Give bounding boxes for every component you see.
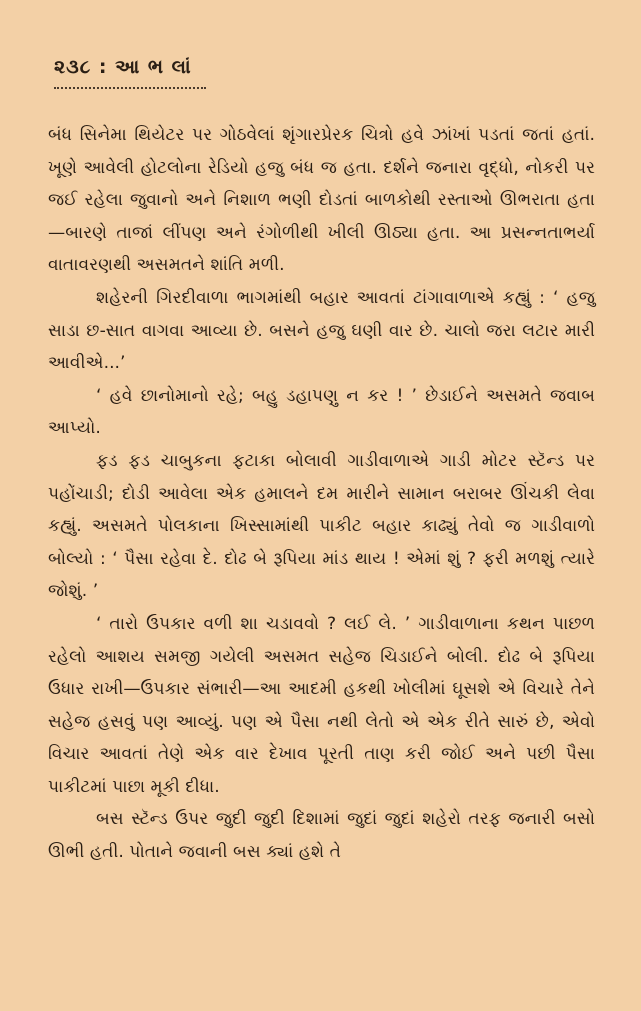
running-head-underline xyxy=(54,81,206,89)
paragraph-2: શહેરની ગિરદીવાળા ભાગમાંથી બહાર આવતાં ટાંગાવાળાએ કહ્યું : ‘ હજુ સાડા છ-સાત વાગવા આવ્યા છે. બસને હજુ ઘણી વાર છે. ચાલો જરા લટાર મારી આવીએ...’ xyxy=(48,287,595,374)
paragraph-4: ફડ ફડ ચાબુકના ફટાકા બોલાવી ગાડીવાળાએ ગાડી મોટર સ્ટૅન્ડ પર પહોંચાડી; દોડી આવેલા એક હમાલને દમ મારીને સામાન બરાબર ઊંચકી લેવા કહ્યું. અસમતે પોલકાના ખિસ્સામાંથી પાકીટ બહાર કાઢ્યું તેવો જ ગાડીવાળો બોલ્યો : ‘ પૈસા રહેવા દે. દોઢ બે રૂપિયા માંડ થાય ! એમાં શું ? ફરી મળશું ત્યારે જોશું. ’ xyxy=(48,450,595,602)
paragraph-3: ‘ હવે છાનોમાનો રહે; બહુ ડહાપણુ ન કર ! ’ છેડાઈને અસમતે જવાબ આપ્યો. xyxy=(48,385,595,439)
paragraph-6: બસ સ્ટૅન્ડ ઉપર જુદી જુદી દિશામાં જુદાં જુદાં શહેરો તરફ જનારી બસો ઊભી હતી. પોતાને જવાની બસ ક્યાં હશે તે xyxy=(48,809,595,863)
paragraph-5: ‘ તારો ઉપકાર વળી શા ચડાવવો ? લઈ લે. ’ ગાડીવાળાના કથન પાછળ રહેલો આશય સમજી ગયેલી અસમત સહેજ ચિડાઈને બોલી. દોઢ બે રૂપિયા ઉધાર રાખી—ઉપકાર સંભારી—આ આદમી હકથી ખોલીમાં ઘૂસશે એ વિચારે તેને સહેજ હસવું પણ આવ્યું. પણ એ પૈસા નથી લેતો એ એક રીતે સારું છે, એવો વિચાર આવતાં તેણે એક વાર દેખાવ પૂરતી તાણ કરી જોઈ અને પછી પૈસા પાકીટમાં પાછા મૂકી દીધા. xyxy=(48,613,595,797)
running-head: ૨૩૮ : આ ભ લાં xyxy=(54,56,192,78)
page-body xyxy=(48,119,595,869)
paragraph-1: બંધ સિનેમા થિયેટર પર ગોઠવેલાં શૃંગારપ્રેરક ચિત્રો હવે ઝાંખાં પડતાં જતાં હતાં. ખૂણે આવેલી હોટલોના રેડિયો હજુ બંધ જ હતા. દર્શને જનારા વૃદ્ધો, નોકરી પર જઈ રહેલા જુવાનો અને નિશાળ ભણી દોડતાં બાળકોથી રસ્તાઓ ઊભરાતા હતા—બારણે તાજાં લીંપણ અને રંગોળીથી ખીલી ઊઠ્યા હતા. આ પ્રસન્નતાભર્યા વાતાવરણથી અસમતને શાંતિ મળી. xyxy=(48,125,595,276)
